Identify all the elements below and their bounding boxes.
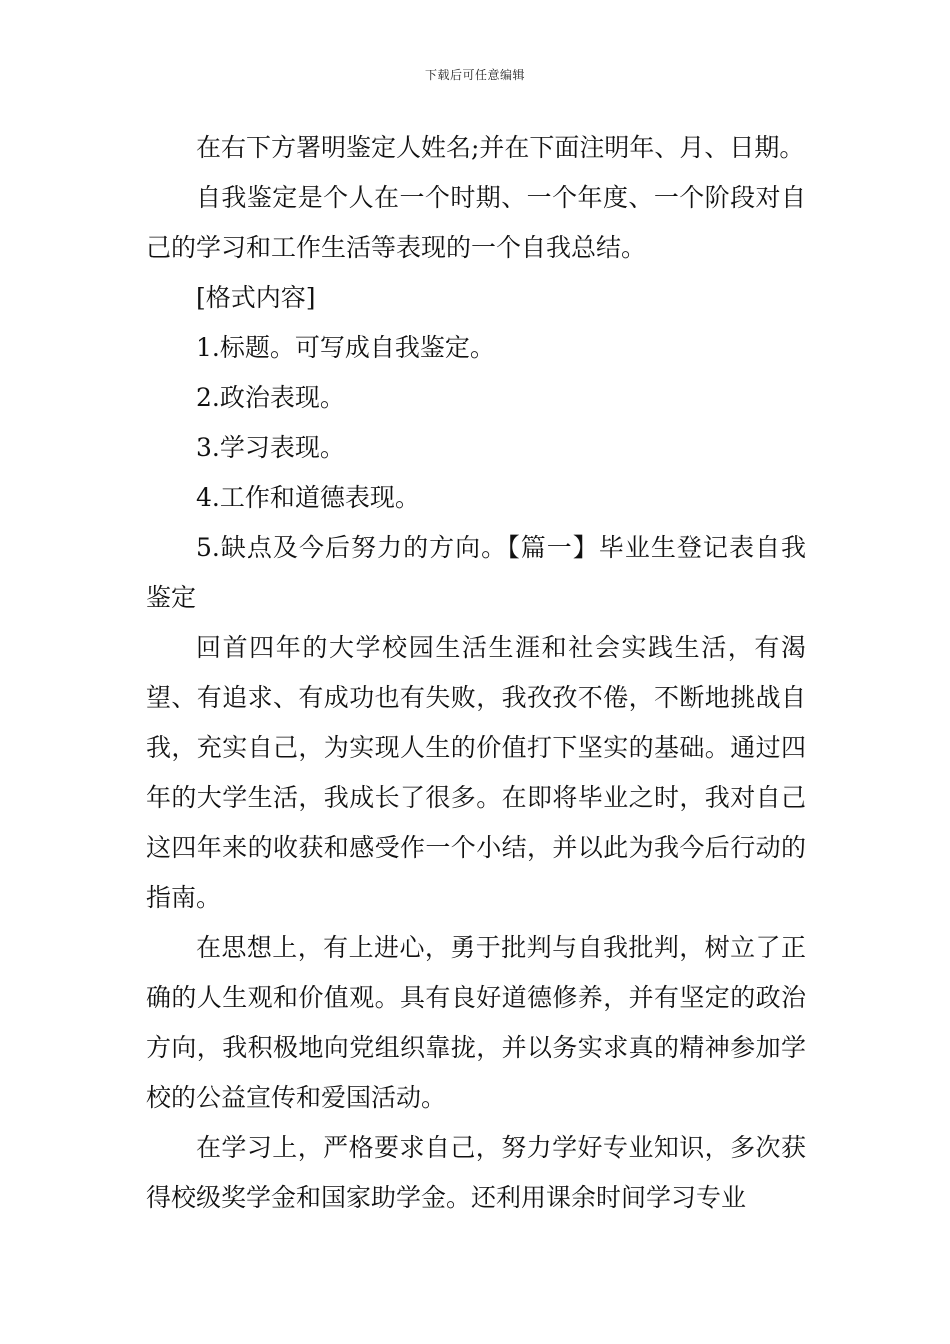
paragraph: 在学习上，严格要求自己，努力学好专业知识，多次获得校级奖学金和国家助学金。还利用课余时间学习专业 [146,1133,806,1212]
page-header: 下载后可任意编辑 [424,68,525,82]
paragraph: 在思想上，有上进心，勇于批判与自我批判，树立了正确的人生观和价值观。具有良好道德修养，并有坚定的政治方向，我积极地向党组织靠拢，并以务实求真的精神参加学校的公益宣传和爱国活动。 [146,933,806,1112]
paragraph: 回首四年的大学校园生活生涯和社会实践生活，有渴望、有追求、有成功也有失败，我孜孜不倦，不断地挑战自我，充实自己，为实现人生的价值打下坚实的基础。通过四年的大学生活，我成长了很多。在即将毕业之时，我对自己这四年来的收获和感受作一个小结，并以此为我今后行动的指南。 [146,633,806,912]
paragraph: 3.学习表现。 [196,433,345,462]
paragraph: 2.政治表现。 [196,383,345,412]
document-body [146,123,806,1223]
paragraph: 4.工作和道德表现。 [196,483,420,512]
paragraph: 1.标题。可写成自我鉴定。 [196,333,495,362]
paragraph: 在右下方署明鉴定人姓名;并在下面注明年、月、日期。 [196,133,805,162]
paragraph: 自我鉴定是个人在一个时期、一个年度、一个阶段对自己的学习和工作生活等表现的一个自我总结。 [146,183,806,262]
paragraph: 5.缺点及今后努力的方向。【篇一】毕业生登记表自我鉴定 [146,533,806,612]
paragraph: [格式内容] [196,283,316,312]
